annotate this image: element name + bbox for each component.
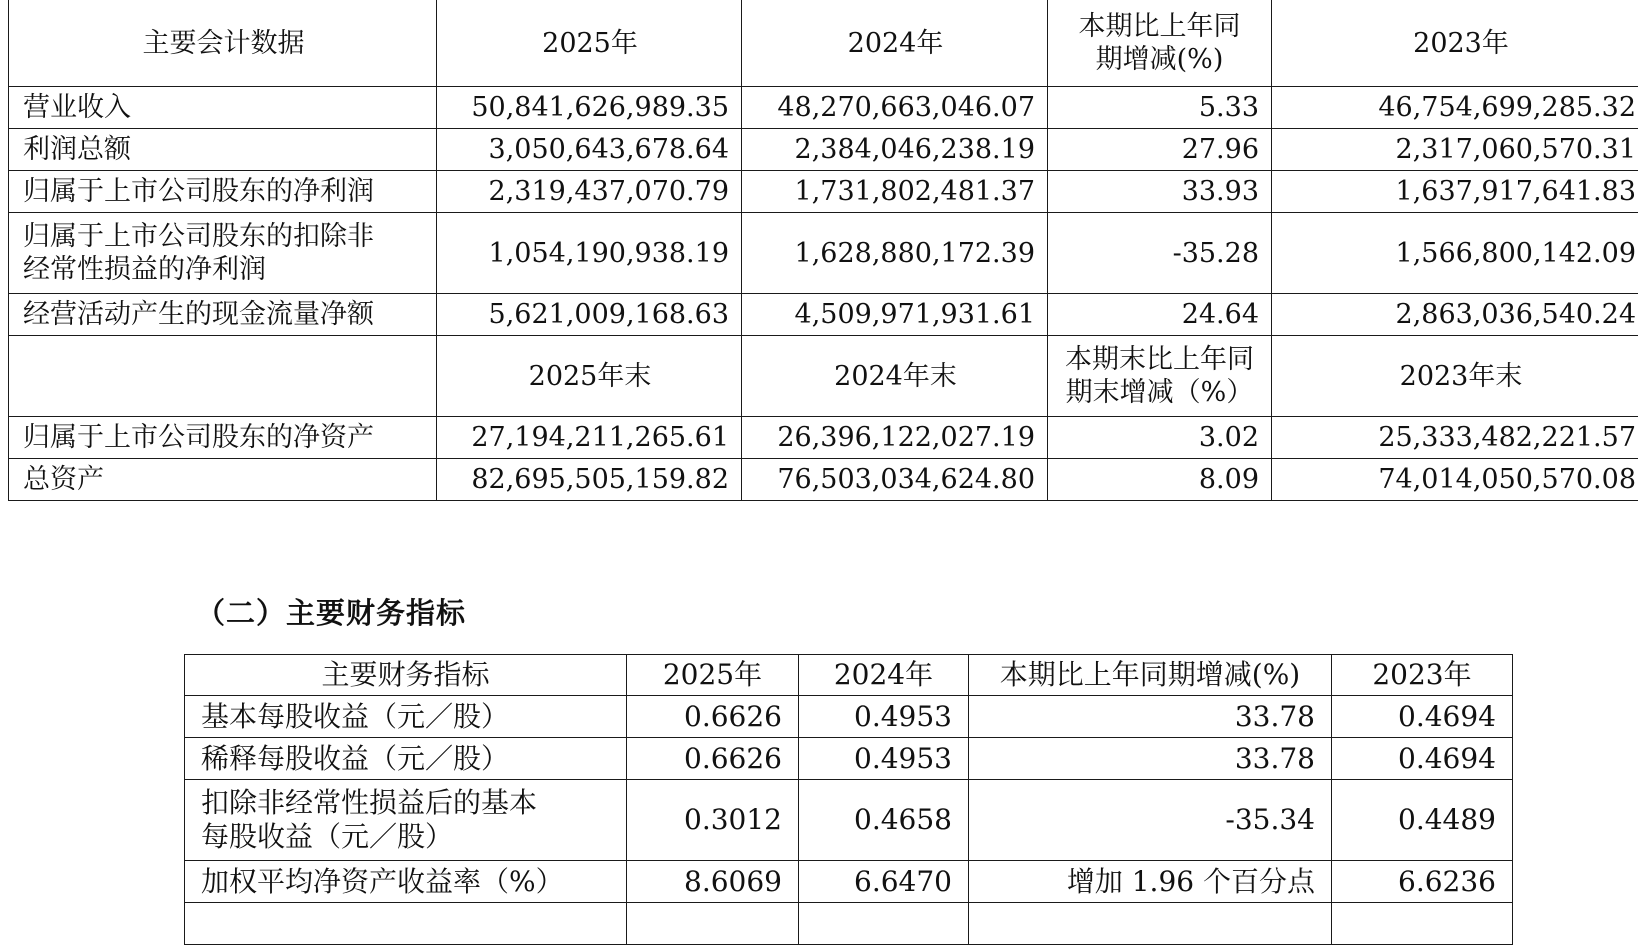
- cell-change: -35.34: [969, 780, 1332, 861]
- cell-2023: 1,637,917,641.83: [1272, 171, 1638, 213]
- row-label-line2: 经常性损益的净利润: [23, 253, 424, 286]
- cell-2023: 0.4489: [1332, 780, 1513, 861]
- cell-2023: 74,014,050,570.08: [1272, 459, 1638, 501]
- subheader-2025: 2025年末: [437, 336, 742, 417]
- cell-2024: 76,503,034,624.80: [742, 459, 1048, 501]
- cell-2025: 0.6626: [627, 696, 799, 738]
- row-label: 利润总额: [9, 129, 437, 171]
- cell-2024: 0.4953: [799, 696, 969, 738]
- cell-cut-off: [969, 903, 1332, 945]
- row-label: 归属于上市公司股东的净资产: [9, 417, 437, 459]
- table-row: [9, 417, 1638, 459]
- header-2024: 2024年: [799, 655, 969, 696]
- cell-2023: 46,754,699,285.32: [1272, 87, 1638, 129]
- header-change: 本期比上年同期增减(%): [969, 655, 1332, 696]
- header-2025: 2025年: [437, 0, 742, 87]
- table-subheader-row: [9, 336, 1638, 417]
- cell-change: 8.09: [1048, 459, 1272, 501]
- cell-2024: 4,509,971,931.61: [742, 294, 1048, 336]
- cell-change: 增加 1.96 个百分点: [969, 861, 1332, 903]
- cell-2024: 26,396,122,027.19: [742, 417, 1048, 459]
- cell-2025: 5,621,009,168.63: [437, 294, 742, 336]
- header-2023: 2023年: [1272, 0, 1638, 87]
- header-change-line1: 本期比上年同: [1052, 10, 1267, 43]
- financial-indicators-table: [184, 654, 1513, 945]
- cell-2024: 0.4953: [799, 738, 969, 780]
- header-2025: 2025年: [627, 655, 799, 696]
- table-row: [9, 294, 1638, 336]
- table-row: [9, 129, 1638, 171]
- table-row: [185, 780, 1513, 861]
- cell-2024: 2,384,046,238.19: [742, 129, 1048, 171]
- accounting-data-table: [8, 0, 1638, 501]
- cell-cut-off: [627, 903, 799, 945]
- table-row: [9, 459, 1638, 501]
- cell-cut-off: [185, 903, 627, 945]
- subheader-2023: 2023年末: [1272, 336, 1638, 417]
- cell-2024: 0.4658: [799, 780, 969, 861]
- table-row: [9, 213, 1638, 294]
- cell-change: 24.64: [1048, 294, 1272, 336]
- header-label: 主要会计数据: [9, 0, 437, 87]
- cell-change: 27.96: [1048, 129, 1272, 171]
- cell-2023: 6.6236: [1332, 861, 1513, 903]
- cell-2025: 8.6069: [627, 861, 799, 903]
- table-header-row: [185, 655, 1513, 696]
- cell-2025: 2,319,437,070.79: [437, 171, 742, 213]
- subheader-change-line2: 期末增减（%）: [1052, 376, 1267, 409]
- table-row: [9, 87, 1638, 129]
- cell-2023: 1,566,800,142.09: [1272, 213, 1638, 294]
- cell-cut-off: [1332, 903, 1513, 945]
- row-label: [185, 780, 627, 861]
- row-label-line2: 每股收益（元／股）: [201, 820, 610, 854]
- row-label: 营业收入: [9, 87, 437, 129]
- cell-change: 3.02: [1048, 417, 1272, 459]
- cell-2023: 25,333,482,221.57: [1272, 417, 1638, 459]
- table-row: [185, 861, 1513, 903]
- header-2023: 2023年: [1332, 655, 1513, 696]
- subheader-label: [9, 336, 437, 417]
- cell-change: 33.93: [1048, 171, 1272, 213]
- table-row: [9, 171, 1638, 213]
- row-label: 总资产: [9, 459, 437, 501]
- cell-2024: 6.6470: [799, 861, 969, 903]
- cell-2025: 0.6626: [627, 738, 799, 780]
- cell-2025: 0.3012: [627, 780, 799, 861]
- header-2024: 2024年: [742, 0, 1048, 87]
- subheader-2024: 2024年末: [742, 336, 1048, 417]
- cell-cut-off: [799, 903, 969, 945]
- cell-change: 33.78: [969, 696, 1332, 738]
- table-row: [185, 738, 1513, 780]
- row-label-line1: 归属于上市公司股东的扣除非: [23, 220, 424, 253]
- row-label-line1: 扣除非经常性损益后的基本: [201, 786, 610, 820]
- cell-2023: 0.4694: [1332, 696, 1513, 738]
- cell-change: 5.33: [1048, 87, 1272, 129]
- cell-2024: 48,270,663,046.07: [742, 87, 1048, 129]
- row-label: 加权平均净资产收益率（%）: [185, 861, 627, 903]
- row-label: 经营活动产生的现金流量净额: [9, 294, 437, 336]
- section-heading-financial-indicators: （二）主要财务指标: [196, 591, 466, 632]
- header-change: [1048, 0, 1272, 87]
- cell-2025: 1,054,190,938.19: [437, 213, 742, 294]
- subheader-change: [1048, 336, 1272, 417]
- row-label: 归属于上市公司股东的净利润: [9, 171, 437, 213]
- table-row: [185, 696, 1513, 738]
- cell-change: 33.78: [969, 738, 1332, 780]
- table-header-row: [9, 0, 1638, 87]
- header-label: 主要财务指标: [185, 655, 627, 696]
- cell-2024: 1,628,880,172.39: [742, 213, 1048, 294]
- row-label: 稀释每股收益（元／股）: [185, 738, 627, 780]
- cell-2024: 1,731,802,481.37: [742, 171, 1048, 213]
- cell-change: -35.28: [1048, 213, 1272, 294]
- cell-2025: 3,050,643,678.64: [437, 129, 742, 171]
- row-label: 基本每股收益（元／股）: [185, 696, 627, 738]
- cell-2025: 50,841,626,989.35: [437, 87, 742, 129]
- table-row-partial: [185, 903, 1513, 945]
- cell-2023: 2,317,060,570.31: [1272, 129, 1638, 171]
- cell-2023: 0.4694: [1332, 738, 1513, 780]
- cell-2023: 2,863,036,540.24: [1272, 294, 1638, 336]
- row-label: [9, 213, 437, 294]
- subheader-change-line1: 本期末比上年同: [1052, 343, 1267, 376]
- cell-2025: 82,695,505,159.82: [437, 459, 742, 501]
- header-change-line2: 期增减(%): [1052, 43, 1267, 76]
- cell-2025: 27,194,211,265.61: [437, 417, 742, 459]
